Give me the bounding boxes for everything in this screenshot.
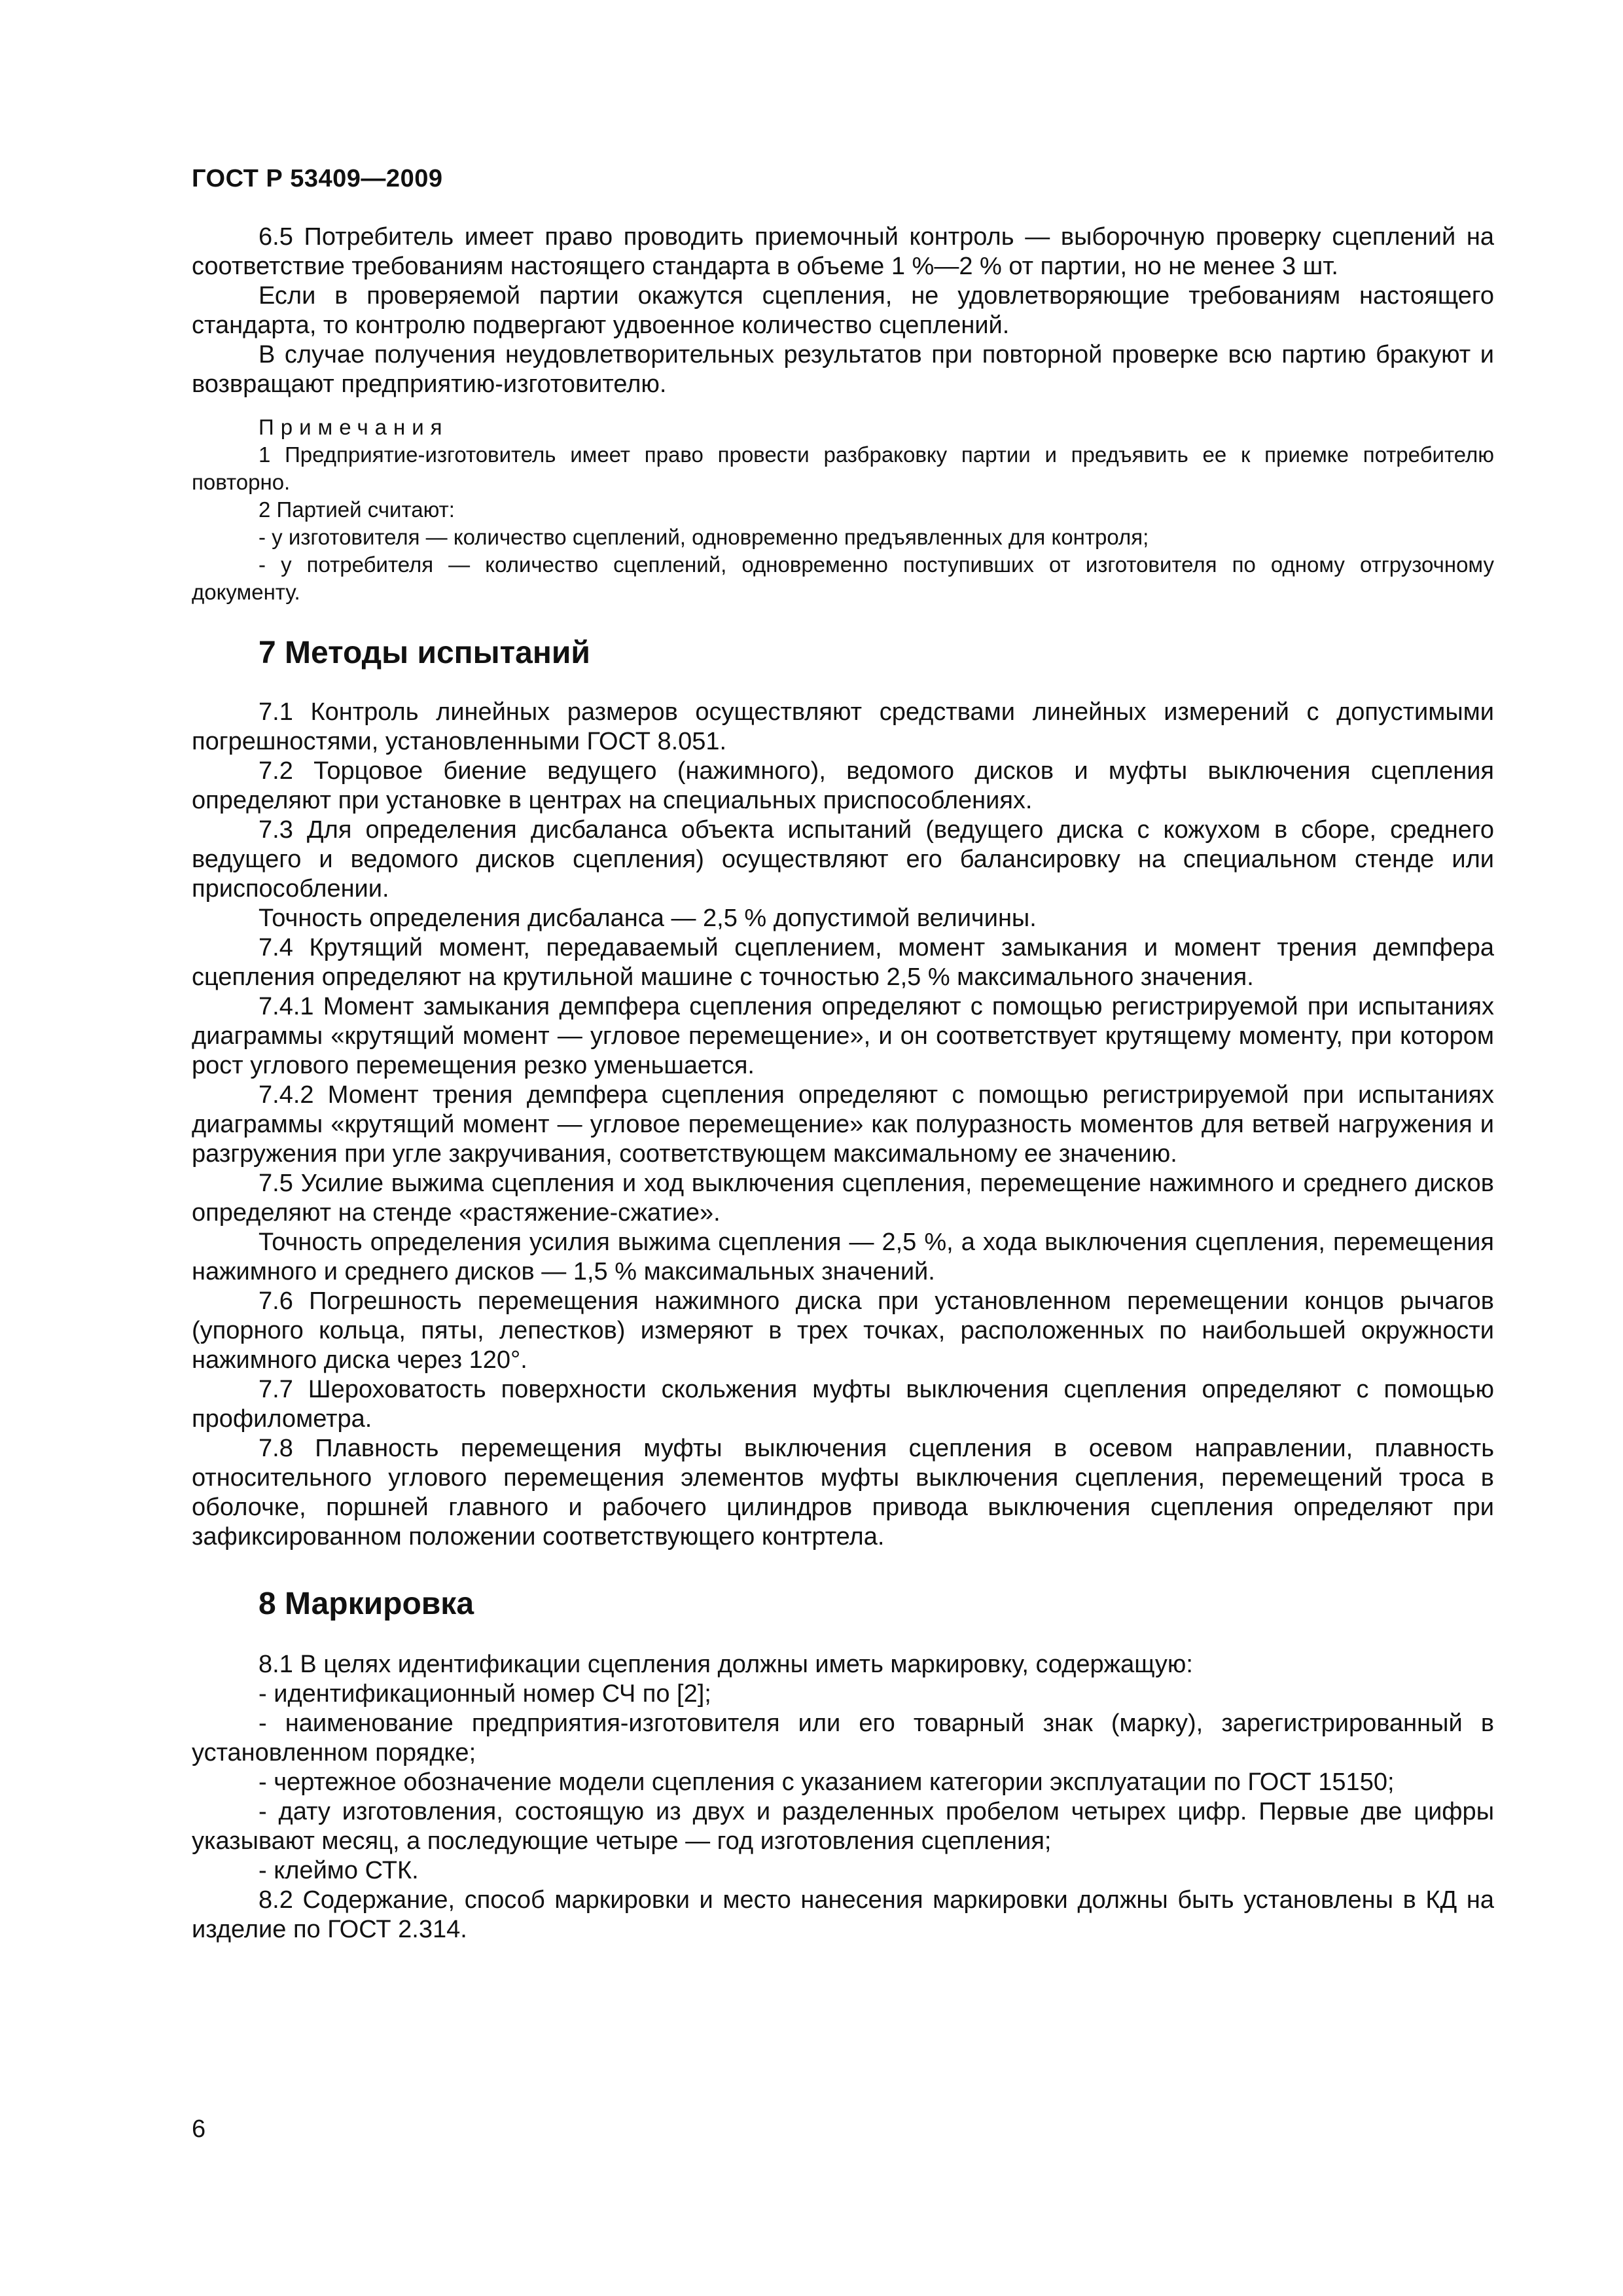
paragraph-7-3: 7.3 Для определения дисбаланса объекта испытаний (ведущего диска с кожухом в сборе, среднего ведущего и ведомого дисков сцепления) осуществляют его балансировку на специальном стенде или приспособлении. bbox=[192, 816, 1494, 903]
paragraph-7-1: 7.1 Контроль линейных размеров осуществляют средствами линейных измерений с допустимыми погрешностями, установленными ГОСТ 8.051. bbox=[192, 698, 1494, 755]
list-item: - клеймо СТК. bbox=[259, 1857, 419, 1884]
note-list-item: - у изготовителя — количество сцеплений, одновременно предъявленных для контроля; bbox=[259, 525, 1149, 549]
note: 2 Партией считают: bbox=[259, 497, 455, 522]
paragraph-6-5: 6.5 Потребитель имеет право проводить приемочный контроль — выборочную проверку сцеплений на соответствие требованиям настоящего стандарта в объеме 1 %—2 % от партии, но не менее 3 шт. bbox=[192, 223, 1494, 280]
paragraph-8-2: 8.2 Содержание, способ маркировки и место нанесения маркировки должны быть установлены в КД на изделие по ГОСТ 2.314. bbox=[192, 1886, 1494, 1943]
paragraph-7-8: 7.8 Плавность перемещения муфты выключения сцепления в осевом направлении, плавность относительного углового перемещения элементов муфты выключения сцепления, перемещений троса в оболочке, поршней главного и рабочего цилиндров привода выключения сцепления определяют при зафиксированном положении соответствующего контртела. bbox=[192, 1435, 1494, 1551]
standard-header: ГОСТ Р 53409—2009 bbox=[192, 165, 443, 192]
note-list-item: - у потребителя — количество сцеплений, одновременно поступивших от изготовителя по одному отгрузочному документу. bbox=[192, 552, 1494, 604]
paragraph-7-4-2: 7.4.2 Момент трения демпфера сцепления определяют с помощью регистрируемой при испытаниях диаграммы «крутящий момент — угловое перемещение» как полуразность моментов для ветвей нагружения и разгружения при угле закручивания, соответствующем максимальному ее значению. bbox=[192, 1081, 1494, 1168]
list-item: - чертежное обозначение модели сцепления с указанием категории эксплуатации по ГОСТ 15150; bbox=[259, 1768, 1395, 1796]
list-item: - дату изготовления, состоящую из двух и разделенных пробелом четырех цифр. Первые две цифры указывают месяц, а последующие четыре — год изготовления сцепления; bbox=[192, 1798, 1494, 1855]
page-number: 6 bbox=[192, 2115, 206, 2143]
paragraph-7-7: 7.7 Шероховатость поверхности скольжения муфты выключения сцепления определяют с помощью профилометра. bbox=[192, 1376, 1494, 1433]
paragraph: В случае получения неудовлетворительных результатов при повторной проверке всю партию бракуют и возвращают предприятию-изготовителю. bbox=[192, 341, 1494, 398]
page-content bbox=[192, 223, 1494, 1945]
paragraph-7-5: 7.5 Усилие выжима сцепления и ход выключения сцепления, перемещение нажимного и среднего дисков определяют на стенде «растяжение-сжатие». bbox=[192, 1170, 1494, 1227]
paragraph: Точность определения усилия выжима сцепления — 2,5 %, а хода выключения сцепления, перемещения нажимного и среднего дисков — 1,5 % максимальных значений. bbox=[192, 1229, 1494, 1285]
paragraph-7-6: 7.6 Погрешность перемещения нажимного диска при установленном перемещении концов рычагов (упорного кольца, пяты, лепестков) измеряют в трех точках, расположенных по наибольшей окружности нажимного диска через 120°. bbox=[192, 1287, 1494, 1374]
list-item: - наименование предприятия-изготовителя или его товарный знак (марку), зарегистрированный в установленном порядке; bbox=[192, 1710, 1494, 1767]
list-item: - идентификационный номер СЧ по [2]; bbox=[259, 1680, 711, 1708]
paragraph-7-2: 7.2 Торцовое биение ведущего (нажимного), ведомого дисков и муфты выключения сцепления определяют при установке в центрах на специальных приспособлениях. bbox=[192, 757, 1494, 814]
section-title-7: 7 Методы испытаний bbox=[259, 636, 590, 670]
paragraph: Точность определения дисбаланса — 2,5 % допустимой величины. bbox=[259, 905, 1037, 932]
paragraph: Если в проверяемой партии окажутся сцепления, не удовлетворяющие требованиям настоящего стандарта, то контролю подвергают удвоенное количество сцеплений. bbox=[192, 282, 1494, 339]
notes-title: Примечания bbox=[259, 415, 449, 439]
note: 1 Предприятие-изготовитель имеет право провести разбраковку партии и предъявить ее к приемке потребителю повторно. bbox=[192, 442, 1494, 494]
section-title-8: 8 Маркировка bbox=[259, 1587, 474, 1621]
paragraph-8-1: 8.1 В целях идентификации сцепления должны иметь маркировку, содержащую: bbox=[259, 1651, 1193, 1678]
paragraph-7-4: 7.4 Крутящий момент, передаваемый сцеплением, момент замыкания и момент трения демпфера сцепления определяют на крутильной машине с точностью 2,5 % максимального значения. bbox=[192, 934, 1494, 991]
paragraph-7-4-1: 7.4.1 Момент замыкания демпфера сцепления определяют с помощью регистрируемой при испытаниях диаграммы «крутящий момент — угловое перемещение», и он соответствует крутящему моменту, при котором рост углового перемещения резко уменьшается. bbox=[192, 993, 1494, 1079]
